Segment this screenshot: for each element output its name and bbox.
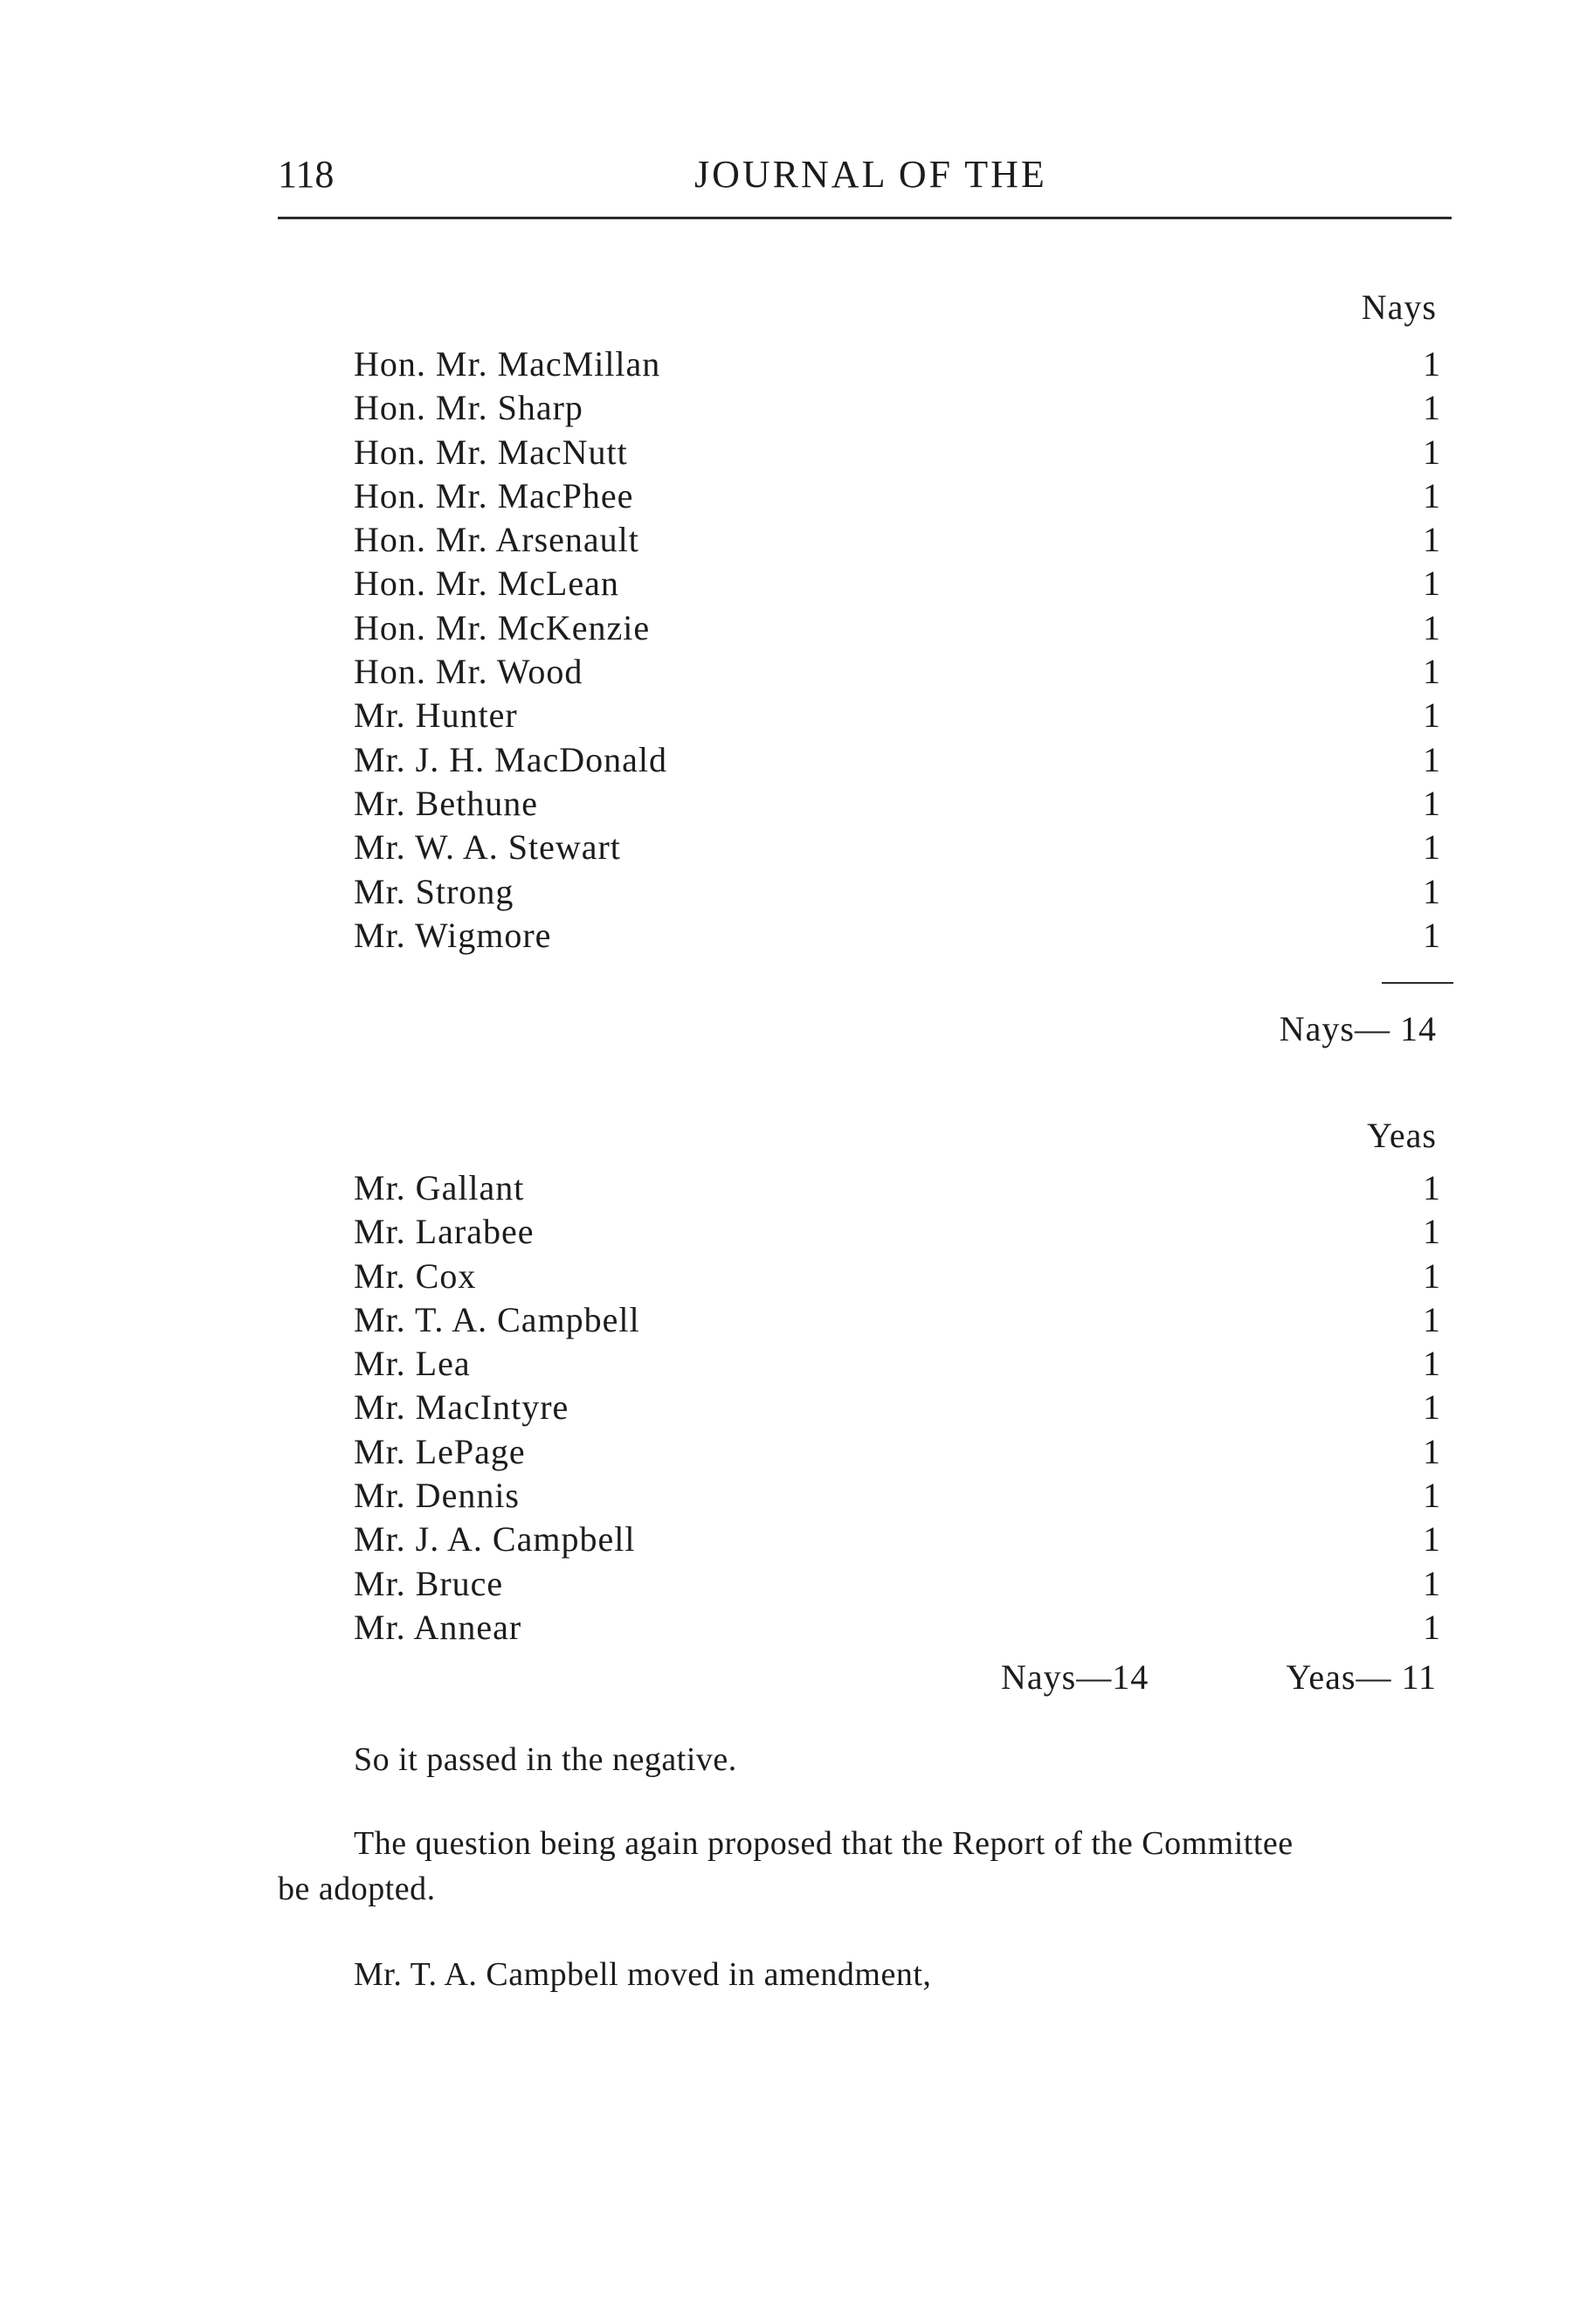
list-item (354, 1474, 1441, 1518)
member-name: Mr. Larabee (354, 1212, 535, 1252)
list-item (354, 1430, 1441, 1474)
vote-count: 1 (1423, 652, 1441, 692)
running-head: JOURNAL OF THE (694, 153, 1047, 196)
member-name: Mr. LePage (354, 1431, 526, 1471)
member-name: Mr. Bruce (354, 1563, 504, 1603)
member-name: Hon. Mr. McLean (354, 564, 619, 604)
yeas-total: Yeas— 11 (1286, 1657, 1437, 1697)
nays-total: Nays— 14 (1279, 1009, 1437, 1048)
vote-count: 1 (1423, 1212, 1441, 1252)
list-item (354, 1298, 1441, 1342)
member-name: Hon. Mr. McKenzie (354, 607, 651, 647)
vote-count: 1 (1423, 871, 1441, 911)
list-item (354, 474, 1441, 518)
vote-count: 1 (1423, 1168, 1441, 1207)
vote-count: 1 (1423, 1519, 1441, 1560)
list-item (354, 1386, 1441, 1429)
list-item (354, 738, 1441, 782)
vote-count: 1 (1423, 1476, 1441, 1516)
question-text-line-2: be adopted. (278, 1871, 436, 1907)
member-name: Hon. Mr. Sharp (354, 388, 583, 428)
member-name: Mr. Annear (354, 1607, 522, 1647)
list-item (354, 650, 1441, 694)
vote-count: 1 (1423, 344, 1441, 384)
final-nays-total: Nays—14 (1001, 1657, 1149, 1697)
member-name: Mr. Strong (354, 871, 514, 911)
member-name: Mr. Cox (354, 1255, 477, 1296)
vote-count: 1 (1423, 564, 1441, 604)
member-name: Mr. Hunter (354, 695, 518, 736)
list-item (354, 518, 1441, 562)
vote-count: 1 (1423, 475, 1441, 515)
member-name: Hon. Mr. MacMillan (354, 344, 661, 384)
vote-count: 1 (1423, 783, 1441, 823)
list-item (354, 1210, 1441, 1254)
list-item (354, 1562, 1441, 1606)
page-number: 118 (278, 153, 335, 196)
vote-count: 1 (1423, 1255, 1441, 1296)
member-name: Hon. Mr. Arsenault (354, 520, 639, 560)
vote-count: 1 (1423, 1387, 1441, 1428)
list-item (354, 431, 1441, 474)
list-item (354, 694, 1441, 737)
amendment-text: Mr. T. A. Campbell moved in amendment, (354, 1956, 932, 1993)
question-text-line-1: The question being again proposed that the Report of the Committee (354, 1825, 1294, 1862)
list-item (354, 606, 1441, 650)
vote-count: 1 (1423, 520, 1441, 560)
vote-count: 1 (1423, 1431, 1441, 1471)
list-item (354, 1518, 1441, 1561)
yeas-list (354, 1166, 1441, 1650)
vote-count: 1 (1423, 739, 1441, 779)
nays-list (354, 342, 1441, 958)
header-rule (278, 217, 1452, 219)
vote-count: 1 (1423, 432, 1441, 472)
member-name: Hon. Mr. MacNutt (354, 432, 628, 472)
member-name: Mr. J. A. Campbell (354, 1519, 636, 1560)
list-item (354, 1255, 1441, 1298)
vote-count: 1 (1423, 1563, 1441, 1603)
vote-count: 1 (1423, 827, 1441, 868)
nays-column-heading: Nays (1361, 287, 1437, 327)
list-item (354, 386, 1441, 430)
member-name: Mr. Bethune (354, 783, 538, 823)
result-text: So it passed in the negative. (354, 1741, 737, 1778)
vote-count: 1 (1423, 1607, 1441, 1647)
member-name: Mr. W. A. Stewart (354, 827, 621, 868)
list-item (354, 870, 1441, 914)
member-name: Mr. Wigmore (354, 915, 552, 955)
vote-count: 1 (1423, 388, 1441, 428)
member-name: Mr. MacIntyre (354, 1387, 569, 1428)
list-item (354, 1342, 1441, 1386)
vote-count: 1 (1423, 695, 1441, 736)
list-item (354, 342, 1441, 386)
vote-count: 1 (1423, 607, 1441, 647)
list-item (354, 562, 1441, 605)
list-item (354, 1606, 1441, 1650)
member-name: Mr. J. H. MacDonald (354, 739, 667, 779)
list-item (354, 1166, 1441, 1210)
vote-count: 1 (1423, 915, 1441, 955)
list-item (354, 782, 1441, 826)
tally-rule (1382, 982, 1453, 984)
member-name: Hon. Mr. MacPhee (354, 475, 634, 515)
member-name: Mr. Gallant (354, 1168, 525, 1207)
list-item (354, 914, 1441, 958)
list-item (354, 826, 1441, 869)
member-name: Hon. Mr. Wood (354, 652, 583, 692)
member-name: Mr. Lea (354, 1344, 471, 1384)
yeas-column-heading: Yeas (1367, 1116, 1437, 1155)
member-name: Mr. Dennis (354, 1476, 520, 1516)
vote-count: 1 (1423, 1299, 1441, 1339)
member-name: Mr. T. A. Campbell (354, 1299, 640, 1339)
vote-count: 1 (1423, 1344, 1441, 1384)
